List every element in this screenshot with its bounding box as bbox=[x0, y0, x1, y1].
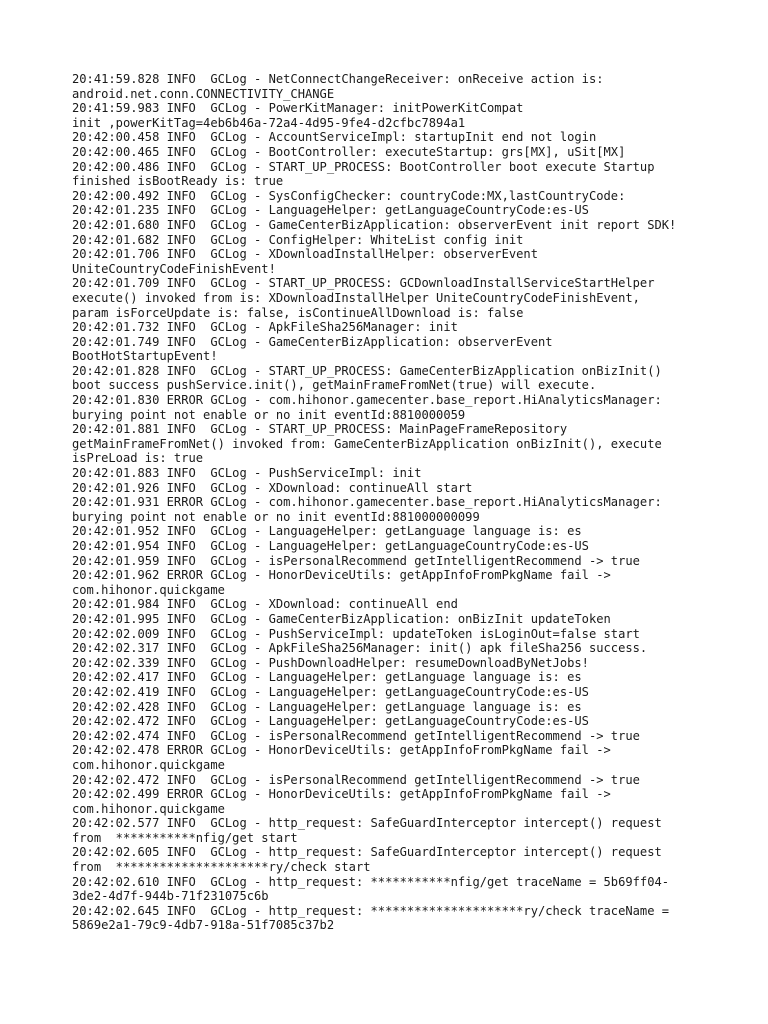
log-line: 20:42:01.962 ERROR GCLog - HonorDeviceUtils: getAppInfoFromPkgName fail -> bbox=[72, 568, 611, 583]
log-line: 20:42:01.954 INFO GCLog - LanguageHelper: getLanguageCountryCode:es-US bbox=[72, 539, 589, 553]
log-line: param isForceUpdate is: false, isContinueAllDownload is: false bbox=[72, 305, 524, 320]
log-line: isPreLoad is: true bbox=[72, 451, 204, 466]
log-line: 20:42:02.472 INFO GCLog - LanguageHelper: getLanguageCountryCode:es-US bbox=[72, 714, 589, 729]
log-line: UniteCountryCodeFinishEvent! bbox=[72, 261, 276, 276]
log-line: 20:42:02.474 INFO GCLog - isPersonalRecommend getIntelligentRecommend -> true bbox=[72, 728, 640, 743]
log-line: 20:42:00.486 INFO GCLog - START_UP_PROCESS: BootController boot execute Startup bbox=[72, 159, 655, 174]
log-line: 20:42:01.926 INFO GCLog - XDownload: continueAll start bbox=[72, 480, 473, 495]
log-line: 20:42:02.645 INFO GCLog - http_request: *********************ry/check traceName = bbox=[72, 903, 670, 918]
log-line: getMainFrameFromNet() invoked from: GameCenterBizApplication onBizInit(), execute bbox=[72, 436, 662, 451]
log-line: com.hihonor.quickgame bbox=[72, 582, 225, 597]
log-line: 20:42:02.577 INFO GCLog - http_request: SafeGuardInterceptor intercept() request bbox=[72, 816, 662, 831]
log-line: 20:41:59.983 INFO GCLog - PowerKitManager: initPowerKitCompat bbox=[72, 101, 524, 116]
log-line: 20:42:00.492 INFO GCLog - SysConfigChecker: countryCode:MX,lastCountryCode: bbox=[72, 188, 626, 203]
log-line: com.hihonor.quickgame bbox=[72, 757, 225, 772]
log-line: 20:42:01.828 INFO GCLog - START_UP_PROCESS: GameCenterBizApplication onBizInit() bbox=[72, 363, 662, 378]
log-line: 20:42:01.931 ERROR GCLog - com.hihonor.gamecenter.base_report.HiAnalyticsManager: bbox=[72, 495, 662, 510]
log-line: 20:42:02.417 INFO GCLog - LanguageHelper: getLanguage language is: es bbox=[72, 670, 582, 685]
log-line: 20:42:02.428 INFO GCLog - LanguageHelper: getLanguage language is: es bbox=[72, 699, 582, 714]
log-line: 20:42:02.472 INFO GCLog - isPersonalRecommend getIntelligentRecommend -> true bbox=[72, 772, 640, 787]
log-line: 20:42:02.610 INFO GCLog - http_request: ***********nfig/get traceName = 5b69ff04- bbox=[72, 874, 670, 889]
log-line: 20:41:59.828 INFO GCLog - NetConnectChangeReceiver: onReceive action is: bbox=[72, 72, 604, 86]
log-line: from ***********nfig/get start bbox=[72, 830, 298, 845]
log-line: 20:42:02.339 INFO GCLog - PushDownloadHelper: resumeDownloadByNetJobs! bbox=[72, 655, 589, 670]
log-line: 20:42:01.709 INFO GCLog - START_UP_PROCESS: GCDownloadInstallServiceStartHelper bbox=[72, 276, 655, 291]
log-line: 20:42:01.732 INFO GCLog - ApkFileSha256Manager: init bbox=[72, 320, 458, 335]
log-line: BootHotStartupEvent! bbox=[72, 349, 218, 364]
log-line: 20:42:02.317 INFO GCLog - ApkFileSha256Manager: init() apk fileSha256 success. bbox=[72, 641, 648, 656]
log-line: 20:42:00.465 INFO GCLog - BootController: executeStartup: grs[MX], uSit[MX] bbox=[72, 144, 626, 159]
log-line: 20:42:02.605 INFO GCLog - http_request: SafeGuardInterceptor intercept() request bbox=[72, 845, 662, 860]
log-line: 20:42:01.881 INFO GCLog - START_UP_PROCESS: MainPageFrameRepository bbox=[72, 422, 568, 437]
log-line: 20:42:02.419 INFO GCLog - LanguageHelper: getLanguageCountryCode:es-US bbox=[72, 684, 589, 699]
log-line: 20:42:01.995 INFO GCLog - GameCenterBizApplication: onBizInit updateToken bbox=[72, 611, 611, 626]
log-line: 20:42:00.458 INFO GCLog - AccountServiceImpl: startupInit end not login bbox=[72, 130, 597, 145]
log-line: 20:42:02.009 INFO GCLog - PushServiceImpl: updateToken isLoginOut=false start bbox=[72, 626, 640, 641]
log-line: 20:42:01.984 INFO GCLog - XDownload: continueAll end bbox=[72, 597, 458, 612]
log-line: burying point not enable or no init eventId:8810000059 bbox=[72, 407, 466, 422]
log-line: 3de2-4d7f-944b-71f231075c6b bbox=[72, 889, 269, 904]
log-line: from *********************ry/check start bbox=[72, 860, 371, 875]
log-line: 20:42:01.952 INFO GCLog - LanguageHelper: getLanguage language is: es bbox=[72, 524, 582, 539]
log-document bbox=[72, 72, 702, 933]
log-line: burying point not enable or no init eventId:881000000099 bbox=[72, 509, 480, 524]
log-line: 5869e2a1-79c9-4db7-918a-51f7085c37b2 bbox=[72, 918, 335, 933]
log-line: 20:42:01.830 ERROR GCLog - com.hihonor.gamecenter.base_report.HiAnalyticsManager: bbox=[72, 393, 662, 408]
log-line: boot success pushService.init(), getMainFrameFromNet(true) will execute. bbox=[72, 378, 597, 393]
log-line: execute() invoked from is: XDownloadInstallHelper UniteCountryCodeFinishEvent, bbox=[72, 290, 640, 305]
log-line: com.hihonor.quickgame bbox=[72, 801, 225, 816]
log-line: finished isBootReady is: true bbox=[72, 174, 284, 189]
log-line: 20:42:01.680 INFO GCLog - GameCenterBizApplication: observerEvent init report SDK! bbox=[72, 217, 677, 232]
log-line: 20:42:01.706 INFO GCLog - XDownloadInstallHelper: observerEvent bbox=[72, 247, 538, 262]
log-line: 20:42:01.682 INFO GCLog - ConfigHelper: WhiteList config init bbox=[72, 232, 524, 247]
log-line: android.net.conn.CONNECTIVITY_CHANGE bbox=[72, 86, 335, 101]
log-line: 20:42:02.499 ERROR GCLog - HonorDeviceUtils: getAppInfoFromPkgName fail -> bbox=[72, 787, 611, 802]
log-line: 20:42:01.235 INFO GCLog - LanguageHelper: getLanguageCountryCode:es-US bbox=[72, 203, 589, 218]
log-line: 20:42:01.883 INFO GCLog - PushServiceImpl: init bbox=[72, 466, 422, 481]
log-line: 20:42:02.478 ERROR GCLog - HonorDeviceUtils: getAppInfoFromPkgName fail -> bbox=[72, 743, 611, 758]
log-line: 20:42:01.749 INFO GCLog - GameCenterBizApplication: observerEvent bbox=[72, 334, 553, 349]
log-line: init ,powerKitTag=4eb6b46a-72a4-4d95-9fe4-d2cfbc7894a1 bbox=[72, 115, 466, 130]
log-line: 20:42:01.959 INFO GCLog - isPersonalRecommend getIntelligentRecommend -> true bbox=[72, 553, 640, 568]
